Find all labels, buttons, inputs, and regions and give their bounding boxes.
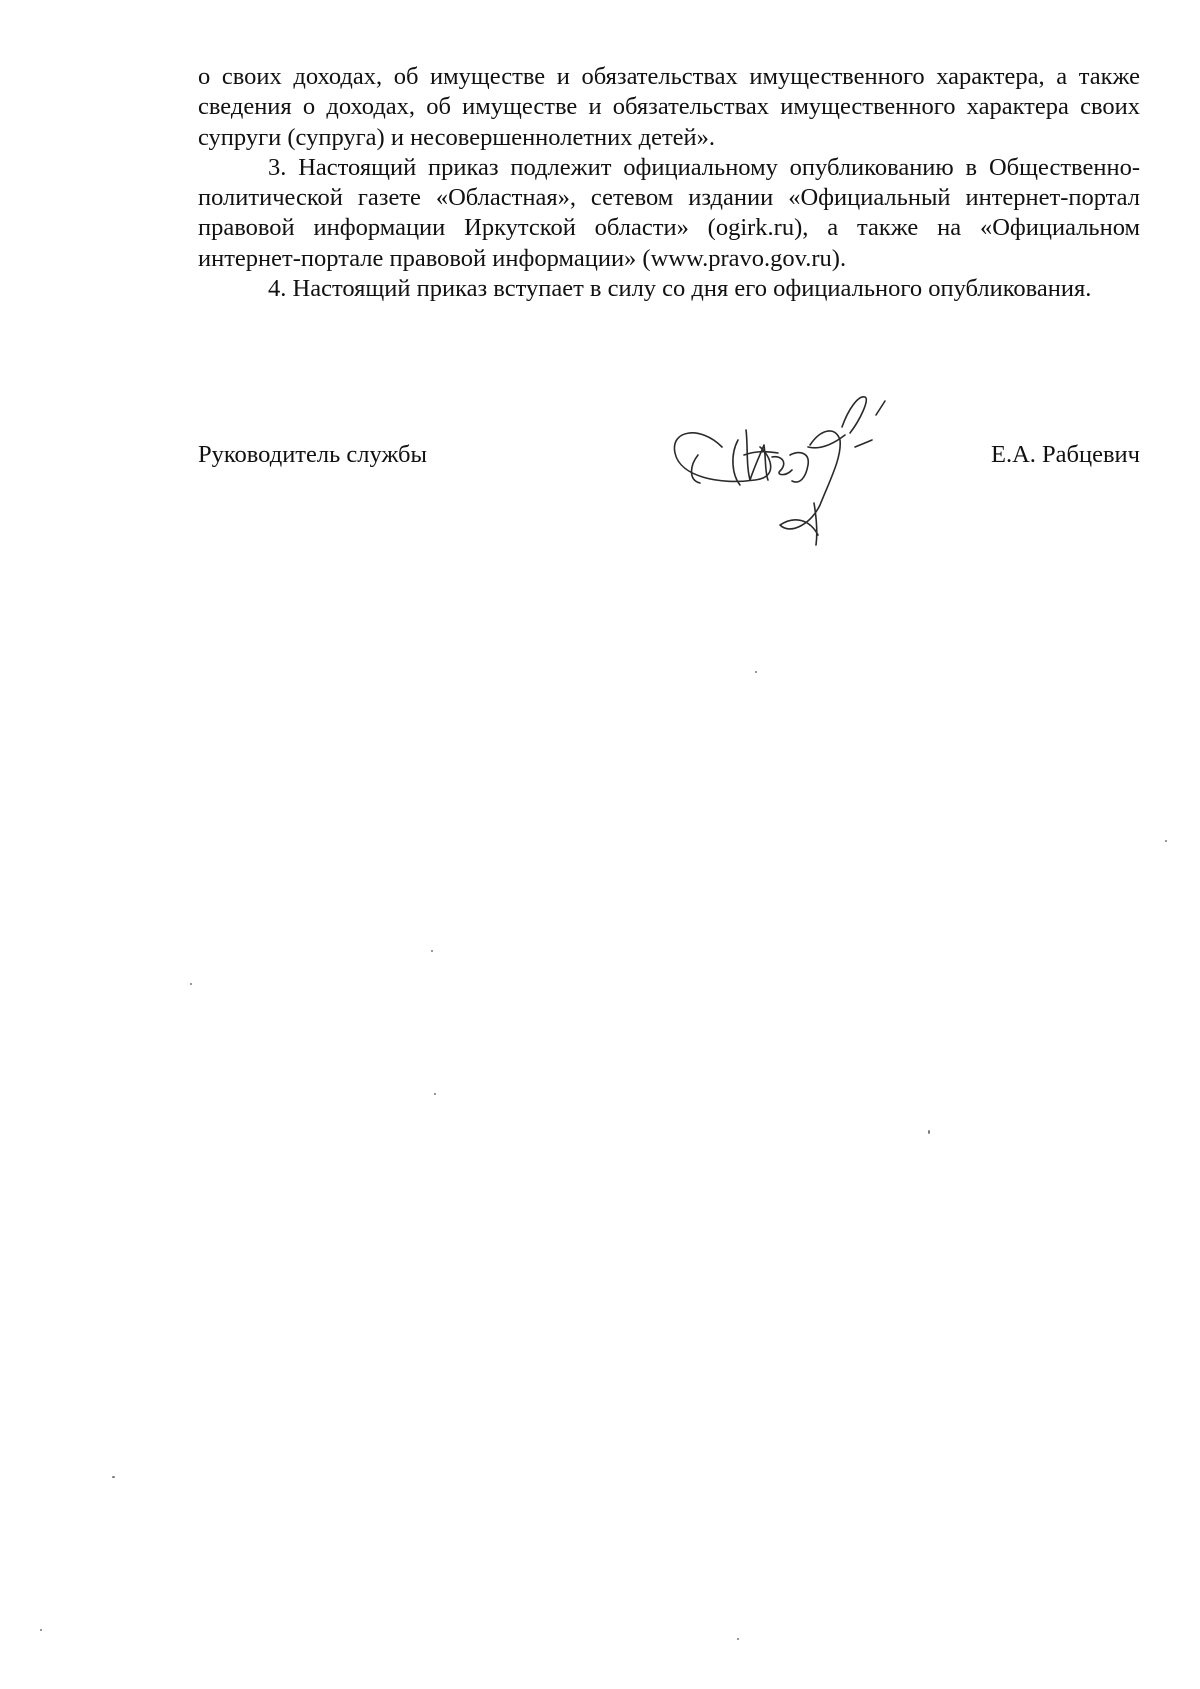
- scan-speck: [112, 1476, 115, 1478]
- paragraph-item-3: 3. Настоящий приказ подлежит официальному опубликованию в Общественно-политической газете «Областная», сетевом издании «Официальный интернет-портал правовой информации Иркутской области» (ogirk.ru), а также на «Официальном интернет-портале правовой информации» (www.pravo.gov.ru).: [198, 153, 1140, 272]
- document-body: [198, 62, 1140, 304]
- scan-speck: [431, 950, 433, 952]
- scan-speck: [434, 1093, 436, 1095]
- signatory-name: Е.А. Рабцевич: [991, 441, 1140, 468]
- scan-speck: [190, 983, 192, 985]
- scan-speck: [928, 1130, 930, 1134]
- scan-speck: [737, 1638, 739, 1640]
- paragraph-continuation: о своих доходах, об имуществе и обязательствах имущественного характера, а также сведения о доходах, об имуществе и обязательствах имущественного характера своих супруги (супруга) и несовершеннолетних детей».: [198, 63, 1140, 151]
- scan-speck: [1165, 840, 1167, 842]
- handwritten-signature: [660, 385, 960, 560]
- scan-speck: [40, 1629, 42, 1631]
- scan-speck: [755, 671, 757, 673]
- paragraph-item-4: 4. Настоящий приказ вступает в силу со дня его официального опубликования.: [268, 275, 1092, 303]
- signatory-position: Руководитель службы: [198, 441, 427, 468]
